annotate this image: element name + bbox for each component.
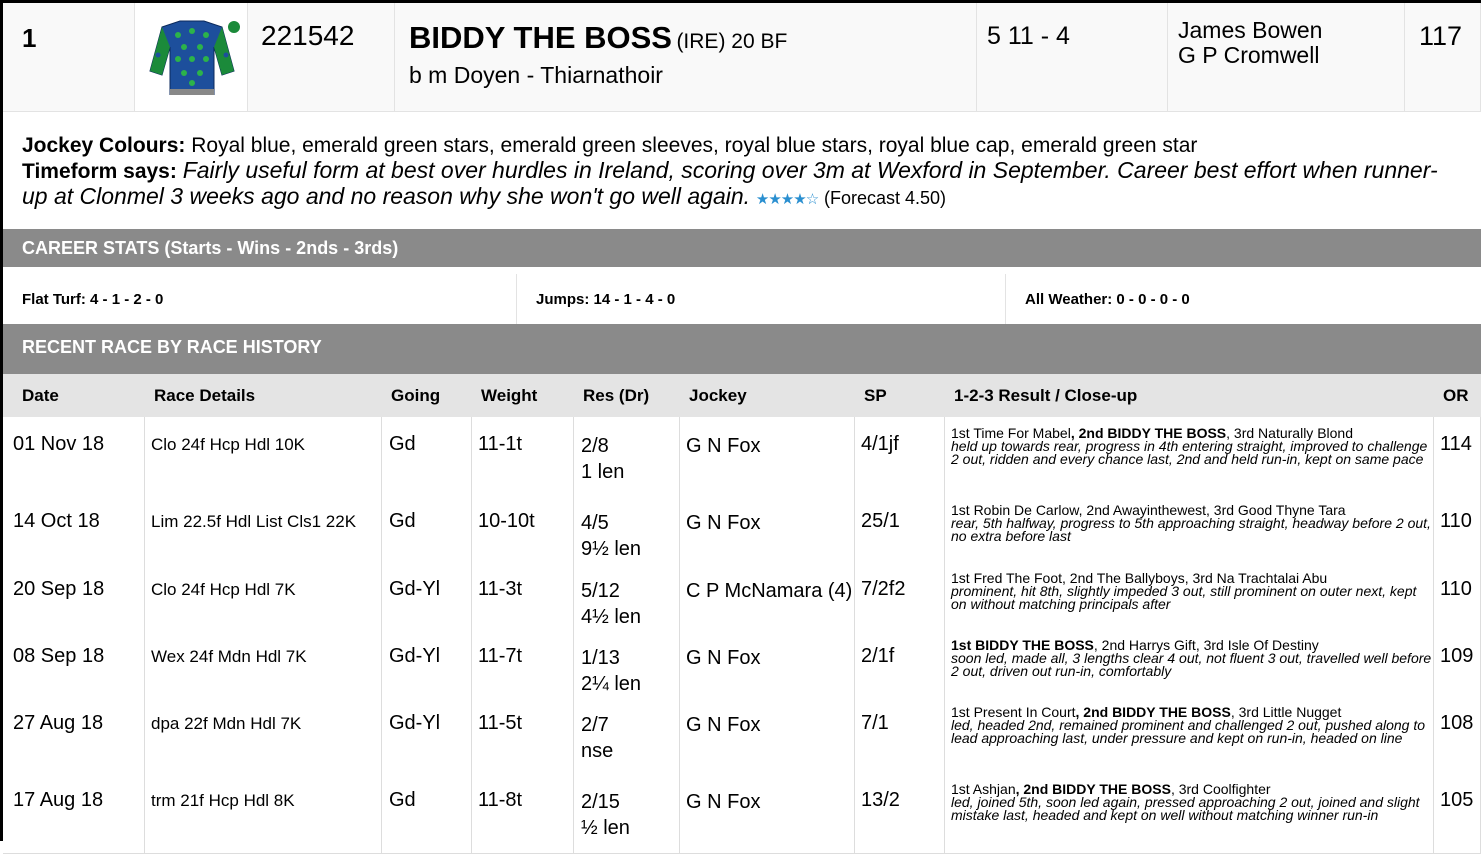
colours-text: Royal blue, emerald green stars, emerald green sleeves, royal blue stars, royal blue cap, emerald green star	[191, 134, 1198, 157]
row-position: 1/13	[581, 647, 620, 669]
col-or: OR	[1443, 386, 1469, 405]
row-date: 27 Aug 18	[3, 696, 145, 773]
closeup-comment: soon led, made all, 3 lengths clear 4 out, not fluent 3 out, travelled well before 2 out, driven out run-in, comfortably	[951, 650, 1432, 679]
row-sp: 7/1	[855, 696, 945, 773]
row-result	[574, 417, 680, 494]
closeup-second: , 2nd The Ballyboys	[1062, 570, 1185, 586]
row-going: Gd-Yl	[382, 696, 472, 773]
table-row	[3, 629, 1481, 697]
row-jockey: G N Fox	[680, 417, 855, 494]
row-going: Gd-Yl	[382, 629, 472, 696]
closeup-second: , 2nd BIDDY THE BOSS	[1015, 781, 1171, 797]
closeup-first: 1st Present In Court	[951, 704, 1076, 720]
table-row	[3, 417, 1481, 495]
row-date: 14 Oct 18	[3, 494, 145, 562]
horse-suffix: (IRE) 20 BF	[676, 30, 788, 53]
closeup-first: 1st BIDDY THE BOSS	[951, 637, 1094, 653]
jockey-trainer	[1168, 3, 1405, 111]
table-row	[3, 696, 1481, 774]
closeup-first: 1st Time For Mabel	[951, 425, 1071, 441]
row-result	[574, 696, 680, 773]
closeup-second: , 2nd BIDDY THE BOSS	[1075, 704, 1231, 720]
row-weight: 11-8t	[472, 773, 574, 853]
runner-header	[3, 3, 1481, 112]
row-weight: 11-3t	[472, 562, 574, 629]
row-closeup	[945, 562, 1434, 629]
col-race-details: Race Details	[154, 386, 256, 405]
closeup-comment: held up towards rear, progress in 4th entering straight, improved to challenge 2 out, ridden and every chance last, 2nd and held run-in, kept on same pace	[951, 438, 1428, 467]
age-weight: 5 11 - 4	[977, 3, 1168, 111]
closeup-third: , 3rd Coolfighter	[1170, 781, 1271, 797]
row-jockey: G N Fox	[680, 696, 855, 773]
col-result: Res (Dr)	[583, 386, 650, 405]
closeup-comment: rear, 5th halfway, progress to 5th approaching straight, headway before 2 out, no extra before last	[951, 515, 1431, 544]
row-sp: 7/2f2	[855, 562, 945, 629]
closeup-third: , 3rd Good Thyne Tara	[1206, 502, 1346, 518]
row-margin: 4½ len	[581, 606, 642, 628]
row-jockey: G N Fox	[680, 494, 855, 562]
row-race[interactable]: Lim 22.5f Hdl List Cls1 22K	[145, 494, 382, 562]
table-row	[3, 773, 1481, 854]
table-row	[3, 562, 1481, 630]
silks-graphic	[142, 15, 242, 95]
row-position: 2/8	[581, 435, 609, 457]
race-history-header: RECENT RACE BY RACE HISTORY	[3, 324, 1481, 374]
trainer-name[interactable]: G P Cromwell	[1178, 42, 1320, 68]
row-margin: 9½ len	[581, 538, 642, 560]
closeup-comment: led, joined 5th, soon led again, pressed approaching 2 out, joined and slight mistake last, headed and kept on well without matching winner run-in	[951, 794, 1420, 823]
row-closeup	[945, 417, 1434, 494]
row-weight: 11-5t	[472, 696, 574, 773]
row-race[interactable]: trm 21f Hcp Hdl 8K	[145, 773, 382, 853]
closeup-comment: prominent, hit 8th, slightly impeded 3 out, still prominent on outer next, kept on without matching principals after	[951, 583, 1417, 612]
row-race[interactable]: dpa 22f Mdn Hdl 7K	[145, 696, 382, 773]
row-date: 08 Sep 18	[3, 629, 145, 696]
jockey-silks-icon	[135, 3, 248, 111]
row-weight: 11-1t	[472, 417, 574, 494]
timeform-line	[22, 158, 1462, 212]
star-rating-icon: ★★★★☆	[755, 191, 819, 208]
row-date: 17 Aug 18	[3, 773, 145, 853]
row-sp: 25/1	[855, 494, 945, 562]
row-position: 5/12	[581, 580, 620, 602]
row-jockey: G N Fox	[680, 773, 855, 853]
row-or: 110	[1434, 494, 1481, 562]
row-position: 2/7	[581, 714, 609, 736]
form-figures: 221542	[248, 3, 395, 111]
row-weight: 11-7t	[472, 629, 574, 696]
row-closeup	[945, 494, 1434, 562]
row-or: 108	[1434, 696, 1481, 773]
aw-stats: All Weather: 0 - 0 - 0 - 0	[1025, 291, 1190, 308]
closeup-second: , 2nd Awayinthewest	[1078, 502, 1207, 518]
row-going: Gd	[382, 773, 472, 853]
row-result	[574, 773, 680, 853]
row-position: 2/15	[581, 791, 620, 813]
jockey-colours-line	[22, 133, 1462, 158]
horse-name[interactable]: BIDDY THE BOSS	[409, 20, 672, 55]
closeup-third: , 3rd Little Nugget	[1230, 704, 1342, 720]
flat-stats: Flat Turf: 4 - 1 - 2 - 0	[3, 274, 517, 324]
timeform-label: Timeform says:	[22, 160, 177, 183]
row-position: 4/5	[581, 512, 609, 534]
row-or: 114	[1434, 417, 1481, 494]
row-closeup	[945, 696, 1434, 773]
row-date: 20 Sep 18	[3, 562, 145, 629]
closeup-third: , 3rd Isle Of Destiny	[1195, 637, 1319, 653]
career-stats-header: CAREER STATS (Starts - Wins - 2nds - 3rds)	[3, 229, 1481, 267]
row-result	[574, 629, 680, 696]
official-rating: 117	[1405, 3, 1481, 111]
timeform-text: Fairly useful form at best over hurdles in Ireland, scoring over 3m at Wexford in September. Career best effort when runner-up at Clonmel 3 weeks ago and no reason why she won't go well again.	[22, 157, 1438, 209]
runner-number: 1	[3, 3, 135, 111]
row-or: 105	[1434, 773, 1481, 853]
horse-breeding: b m Doyen - Thiarnathoir	[409, 62, 663, 88]
row-closeup	[945, 629, 1434, 696]
row-race[interactable]: Wex 24f Mdn Hdl 7K	[145, 629, 382, 696]
closeup-second: , 2nd Harrys Gift	[1093, 637, 1196, 653]
forecast-text: (Forecast 4.50)	[824, 188, 947, 208]
row-weight: 10-10t	[472, 494, 574, 562]
closeup-comment: led, headed 2nd, remained prominent and challenged 2 out, pushed along to lead approaching last, under pressure and kept on run-in, headed on line	[951, 717, 1426, 746]
colours-label: Jockey Colours:	[22, 134, 186, 157]
col-going: Going	[391, 386, 441, 405]
runner-comments	[22, 133, 1462, 212]
row-sp: 4/1jf	[855, 417, 945, 494]
col-sp: SP	[864, 386, 887, 405]
row-going: Gd	[382, 494, 472, 562]
row-or: 109	[1434, 629, 1481, 696]
horse-name-cell	[395, 3, 977, 111]
col-jockey: Jockey	[689, 386, 747, 405]
col-date: Date	[22, 386, 59, 405]
closeup-first: 1st Fred The Foot	[951, 570, 1063, 586]
closeup-third: , 3rd Na Trachtalai Abu	[1184, 570, 1328, 586]
row-closeup	[945, 773, 1434, 853]
row-sp: 13/2	[855, 773, 945, 853]
jockey-name[interactable]: James Bowen	[1178, 17, 1323, 43]
closeup-second: , 2nd BIDDY THE BOSS	[1070, 425, 1227, 441]
row-going: Gd-Yl	[382, 562, 472, 629]
row-race[interactable]: Clo 24f Hcp Hdl 10K	[145, 417, 382, 494]
row-going: Gd	[382, 417, 472, 494]
history-table-header	[3, 374, 1481, 417]
row-jockey: G N Fox	[680, 629, 855, 696]
career-stats	[3, 274, 1481, 324]
closeup-first: 1st Ashjan	[951, 781, 1016, 797]
row-margin: 1 len	[581, 461, 625, 483]
row-margin: 2¼ len	[581, 673, 642, 695]
row-result	[574, 562, 680, 629]
row-sp: 2/1f	[855, 629, 945, 696]
row-or: 110	[1434, 562, 1481, 629]
closeup-third: , 3rd Naturally Blond	[1226, 425, 1353, 441]
col-weight: Weight	[481, 386, 538, 405]
row-race[interactable]: Clo 24f Hcp Hdl 7K	[145, 562, 382, 629]
table-row	[3, 494, 1481, 563]
row-margin: nse	[581, 740, 614, 762]
row-margin: ½ len	[581, 817, 630, 839]
col-close-up: 1-2-3 Result / Close-up	[954, 386, 1138, 405]
row-result	[574, 494, 680, 562]
closeup-first: 1st Robin De Carlow	[951, 502, 1079, 518]
jumps-stats: Jumps: 14 - 1 - 4 - 0	[517, 274, 1006, 324]
row-jockey: C P McNamara (4)	[680, 562, 855, 629]
row-date: 01 Nov 18	[3, 417, 145, 494]
